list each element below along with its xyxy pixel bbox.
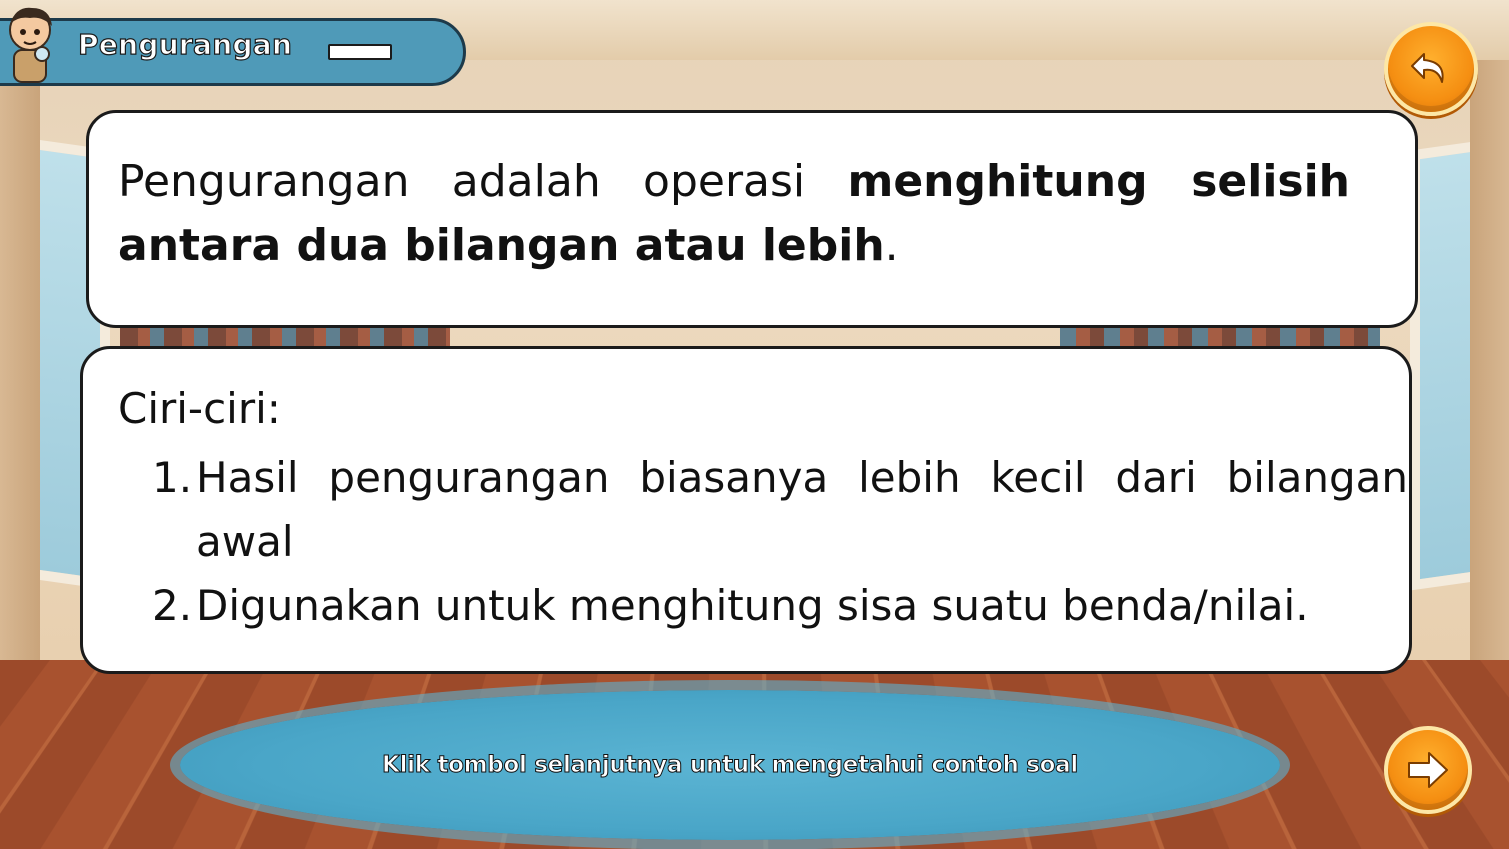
back-arrow-icon xyxy=(1408,46,1454,92)
footer-hint: Klik tombol selanjutnya untuk mengetahui contoh soal xyxy=(382,752,1078,778)
next-arrow-icon xyxy=(1405,750,1451,790)
page-title: Pengurangan xyxy=(78,28,293,61)
back-button[interactable] xyxy=(1384,22,1478,116)
characteristics-heading: Ciri-ciri: xyxy=(118,384,281,433)
list-item xyxy=(152,574,1408,638)
curtain-right xyxy=(1470,60,1509,660)
list-item-number: 1. xyxy=(152,453,193,502)
list-item-text: Digunakan untuk menghitung sisa suatu benda/nilai. xyxy=(196,581,1309,630)
definition-prefix: Pengurangan adalah operasi xyxy=(118,156,848,207)
next-button[interactable] xyxy=(1384,726,1472,814)
list-item-number: 2. xyxy=(152,581,193,630)
minus-icon xyxy=(328,44,392,60)
list-item xyxy=(152,446,1408,574)
list-item-text: Hasil pengurangan biasanya lebih kecil dari bilangan awal xyxy=(196,453,1408,566)
curtain-left xyxy=(0,60,40,660)
definition-bold: menghitung selisih antara dua bilangan atau lebih xyxy=(118,156,1351,271)
definition-text xyxy=(118,150,1350,278)
definition-suffix: . xyxy=(884,220,899,271)
detective-mascot-icon xyxy=(2,4,58,84)
